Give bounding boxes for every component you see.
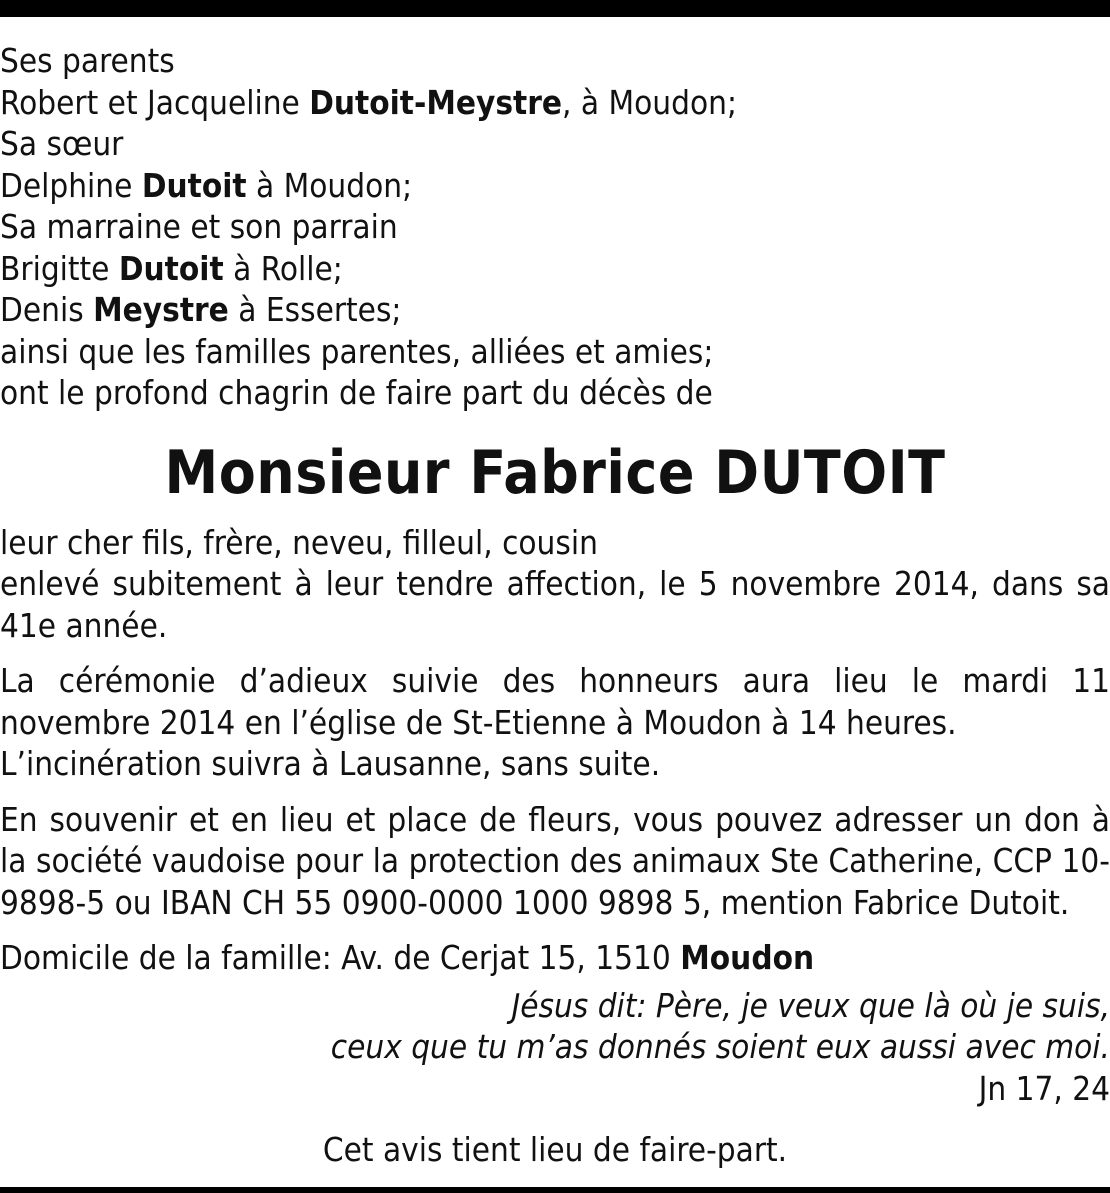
parents-surname: Dutoit-Meystre [309, 82, 563, 122]
ceremony-text: La cérémonie d’adieux suivie des honneurs aura lieu le mardi 11 novembre 2014 en l’église de St-Etienne à Moudon à 14 heures. [0, 661, 1110, 742]
family-line-4: Delphine Dutoit à Moudon; [0, 165, 413, 205]
family-line-5: Sa marraine et son parrain [0, 207, 398, 246]
family-line-7: Denis Meystre à Essertes; [0, 290, 402, 329]
death-notice-text: enlevé subitement à leur tendre affection, le 5 novembre 2014, dans sa 41e année. [0, 564, 1110, 645]
bible-quote-line-1: Jésus dit: Père, je veux que là où je suis, [511, 985, 1110, 1025]
top-rule [0, 0, 1110, 17]
domicile-town: Moudon [680, 938, 815, 977]
bible-quote-line-2: ceux que tu m’as donnés soient eux aussi avec moi. [330, 1027, 1110, 1066]
family-line-2: Robert et Jacqueline Dutoit-Meystre, à Moudon; [0, 82, 737, 122]
godmother-surname: Dutoit [118, 248, 224, 288]
deceased-name: Monsieur Fabrice DUTOIT [164, 437, 946, 508]
sister-surname: Dutoit [141, 165, 247, 205]
closing-note: Cet avis tient lieu de faire-part. [322, 1130, 788, 1169]
family-line-8: ainsi que les familles parentes, alliées et amies; [0, 331, 714, 371]
family-line-6: Brigitte Dutoit à Rolle; [0, 248, 343, 288]
bible-reference: Jn 17, 24 [978, 1068, 1110, 1108]
family-line-1: Ses parents [0, 41, 175, 80]
incineration-text: L’incinération suivra à Lausanne, sans suite. [0, 744, 661, 783]
bottom-rule [0, 1187, 1110, 1193]
donation-text: En souvenir et en lieu et place de fleurs, vous pouvez adresser un don à la société vaudoise pour la protection des animaux Ste Catherine, CCP 10-9898-5 ou IBAN CH 55 0900-0000 1000 9898 5, mention Fabrice Dutoit. [0, 799, 1110, 922]
relation-text: leur cher fils, frère, neveu, filleul, cousin [0, 522, 598, 562]
family-line-9: ont le profond chagrin de faire part du décès de [0, 373, 713, 412]
family-line-3: Sa sœur [0, 124, 124, 163]
godfather-surname: Meystre [93, 290, 229, 329]
domicile-text: Domicile de la famille: Av. de Cerjat 15, 1510 Moudon [0, 938, 815, 977]
obituary-notice [0, 40, 1110, 1171]
